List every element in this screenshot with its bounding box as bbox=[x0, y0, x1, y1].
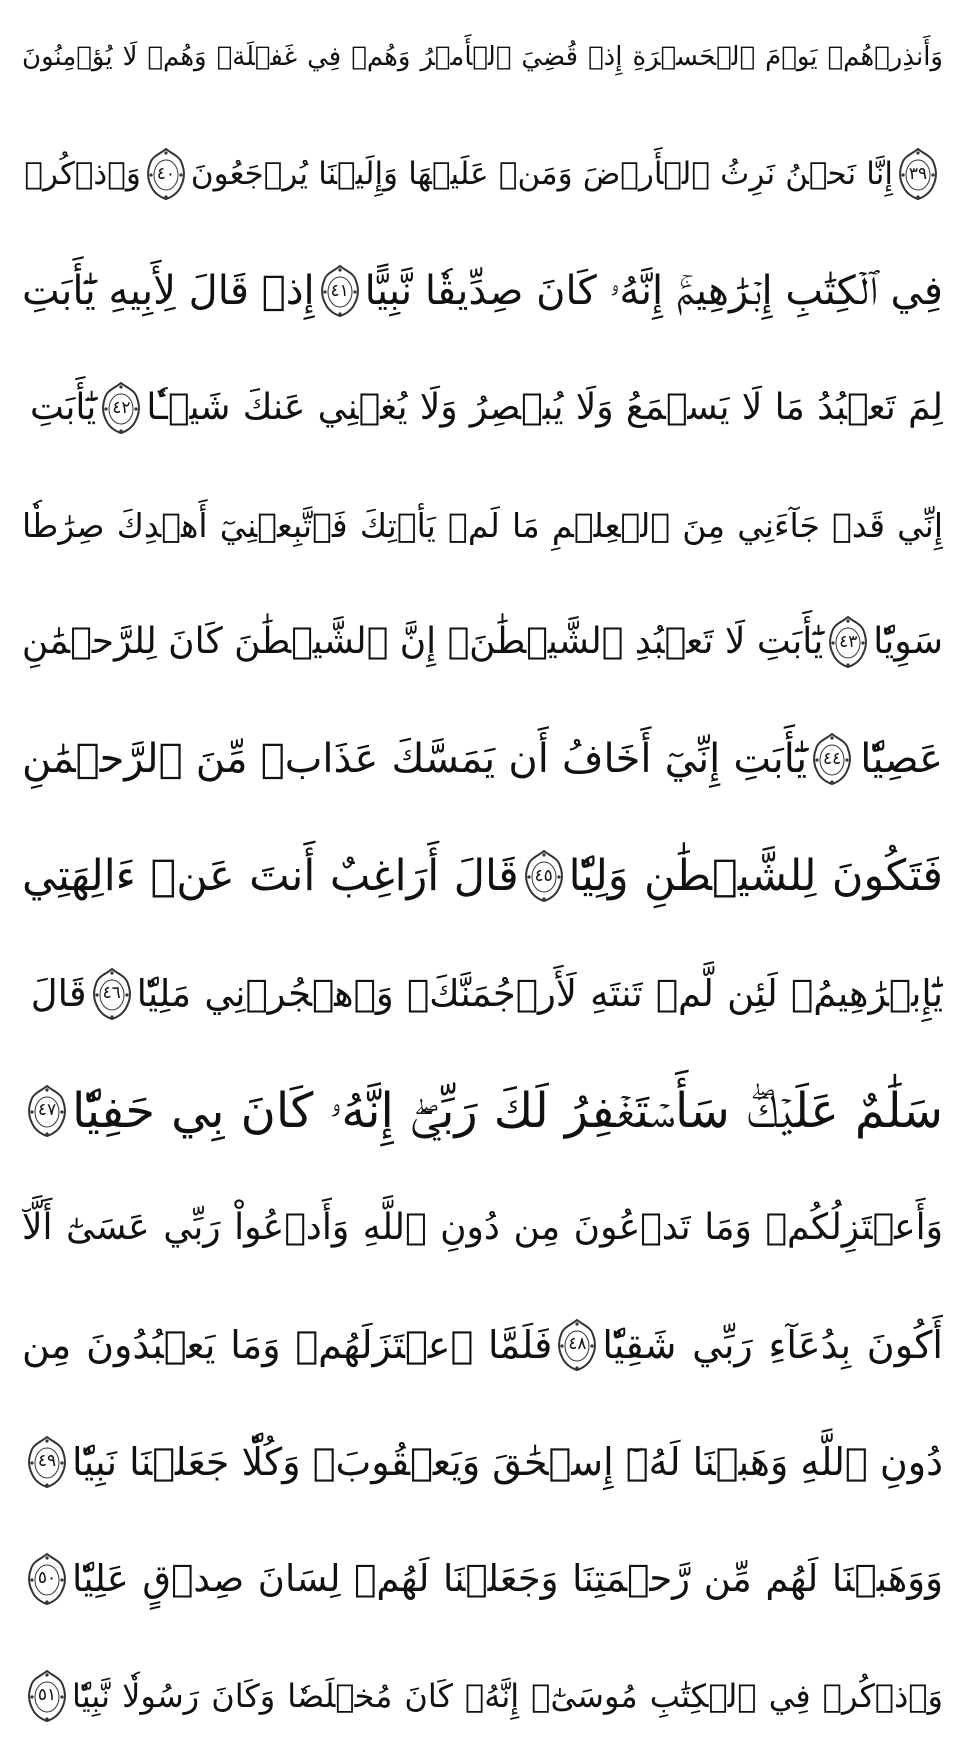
ayah-number: ٥١ bbox=[37, 1685, 57, 1706]
verse-text: سَوِيّٗا bbox=[873, 621, 943, 663]
verse-text: وَٱذۡكُرۡ فِي ٱلۡكِتَٰبِ مُوسَىٰٓۚ إِنَّهُۥ كَانَ مُخۡلَصٗا وَكَانَ رَسُولٗا نَّبِيّٗا bbox=[72, 1676, 943, 1715]
verse-text: إِذۡ قَالَ لِأَبِيهِ يَٰٓأَبَتِ bbox=[22, 268, 315, 315]
verse-text: دُونِ ٱللَّهِ وَهَبۡنَا لَهُۥٓ إِسۡحَٰقَ وَيَعۡقُوبَۖ وَكُلّٗا جَعَلۡنَا نَبِيّٗا bbox=[72, 1439, 943, 1484]
verse-line bbox=[22, 474, 943, 576]
ayah-end-marker-icon bbox=[321, 265, 359, 317]
ayah-number: ٤٥ bbox=[534, 865, 553, 886]
verse-text: يَٰٓأَبَتِ إِنِّيٓ أَخَافُ أَن يَمَسَّكَ عَذَابٞ مِّنَ ٱلرَّحۡمَٰنِ bbox=[22, 736, 808, 783]
verse-text: يَٰٓإِبۡرَٰهِيمُۖ لَئِن لَّمۡ تَنتَهِ لَأَرۡجُمَنَّكَۖ وَٱهۡجُرۡنِي مَلِيّٗا bbox=[136, 972, 943, 1015]
ayah-number: ٣٩ bbox=[908, 163, 928, 184]
verse-text: قَالَ أَرَاغِبٌ أَنتَ عَنۡ ءَالِهَتِي bbox=[22, 850, 519, 901]
ayah-end-marker-icon bbox=[28, 1436, 66, 1488]
ayah-end-marker-icon bbox=[147, 148, 185, 200]
ayah-end-marker-icon bbox=[829, 616, 867, 668]
verse-line bbox=[22, 1645, 943, 1747]
ayah-number: ٤١ bbox=[330, 280, 349, 301]
verse-text: فَتَكُونَ لِلشَّيۡطَٰنِ وَلِيّٗا bbox=[568, 850, 943, 901]
verse-line bbox=[22, 240, 943, 342]
verse-text: وَأَعۡتَزِلُكُمۡ وَمَا تَدۡعُونَ مِن دُونِ ٱللَّهِ وَأَدۡعُواْ رَبِّي عَسَىٰٓ أَلَّآ bbox=[22, 1206, 943, 1248]
verse-line bbox=[22, 708, 943, 810]
verse-text: عَصِيّٗا bbox=[860, 736, 943, 783]
verse-text: لِمَ تَعۡبُدُ مَا لَا يَسۡمَعُ وَلَا يُبۡصِرُ وَلَا يُغۡنِي عَنكَ شَيۡـٔٗا bbox=[146, 387, 943, 429]
ayah-number: ٤٧ bbox=[37, 1100, 57, 1121]
verse-text: يَٰٓأَبَتِ لَا تَعۡبُدِ ٱلشَّيۡطَٰنَۖ إِنَّ ٱلشَّيۡطَٰنَ كَانَ لِلرَّحۡمَٰنِ bbox=[22, 621, 824, 663]
ayah-end-marker-icon bbox=[558, 1319, 596, 1371]
verse-line bbox=[22, 6, 943, 108]
ayah-number: ٤٣ bbox=[839, 631, 858, 652]
verse-text: فِي ٱلۡكِتَٰبِ إِبۡرَٰهِيمَۚ إِنَّهُۥ كَانَ صِدِّيقٗا نَّبِيًّا bbox=[364, 268, 943, 315]
ayah-end-marker-icon bbox=[28, 1085, 66, 1137]
ayah-number: ٤٠ bbox=[156, 163, 175, 184]
verse-line bbox=[22, 1060, 943, 1162]
verse-text: إِنَّا نَحۡنُ نَرِثُ ٱلۡأَرۡضَ وَمَنۡ عَلَيۡهَا وَإِلَيۡنَا يُرۡجَعُونَ bbox=[190, 155, 893, 192]
verse-text: وَوَهَبۡنَا لَهُم مِّن رَّحۡمَتِنَا وَجَعَلۡنَا لَهُمۡ لِسَانَ صِدۡقٍ عَلِيّٗا bbox=[72, 1557, 943, 1601]
ayah-end-marker-icon bbox=[28, 1670, 66, 1722]
verse-text: يَٰٓأَبَتِ bbox=[29, 387, 97, 429]
ayah-end-marker-icon bbox=[813, 733, 851, 785]
verse-text: وَٱذۡكُرۡ bbox=[24, 155, 141, 192]
ayah-number: ٤٢ bbox=[112, 397, 131, 418]
ayah-number: ٤٤ bbox=[822, 748, 842, 769]
ayah-number: ٤٩ bbox=[37, 1451, 57, 1472]
ayah-number: ٤٦ bbox=[102, 983, 121, 1003]
verse-line bbox=[22, 1528, 943, 1630]
verse-lines bbox=[22, 6, 943, 1747]
verse-text: وَأَنذِرۡهُمۡ يَوۡمَ ٱلۡحَسۡرَةِ إِذۡ قُضِيَ ٱلۡأَمۡرُ وَهُمۡ فِي غَفۡلَةٖ وَهُمۡ لَا يُؤۡمِنُونَ bbox=[22, 42, 943, 72]
verse-text: سَلَٰمٌ عَلَيۡكَۖ سَأَسۡتَغۡفِرُ لَكَ رَبِّيٓۖ إِنَّهُۥ كَانَ بِي حَفِيّٗا bbox=[72, 1082, 943, 1139]
ayah-end-marker-icon bbox=[93, 968, 131, 1020]
verse-text: إِنِّي قَدۡ جَآءَنِي مِنَ ٱلۡعِلۡمِ مَا لَمۡ يَأۡتِكَ فَٱتَّبِعۡنِيٓ أَهۡدِكَ صِرَٰطٗا bbox=[22, 505, 943, 545]
verse-text: فَلَمَّا ٱعۡتَزَلَهُمۡ وَمَا يَعۡبُدُونَ مِن bbox=[22, 1322, 553, 1367]
ayah-number: ٤٨ bbox=[568, 1334, 587, 1355]
verse-line bbox=[22, 1294, 943, 1396]
verse-line bbox=[22, 591, 943, 693]
ayah-end-marker-icon bbox=[102, 382, 140, 434]
verse-line bbox=[22, 825, 943, 927]
verse-text: أَكُونَ بِدُعَآءِ رَبِّي شَقِيّٗا bbox=[602, 1322, 943, 1367]
verse-line bbox=[22, 1411, 943, 1513]
ayah-end-marker-icon bbox=[525, 850, 563, 902]
verse-line bbox=[22, 1177, 943, 1279]
ayah-end-marker-icon bbox=[899, 148, 937, 200]
ayah-number: ٥٠ bbox=[37, 1568, 57, 1589]
verse-line bbox=[22, 943, 943, 1045]
verse-line bbox=[22, 357, 943, 459]
ayah-end-marker-icon bbox=[28, 1553, 66, 1605]
verse-text: قَالَ bbox=[30, 972, 87, 1015]
verse-line bbox=[22, 123, 943, 225]
